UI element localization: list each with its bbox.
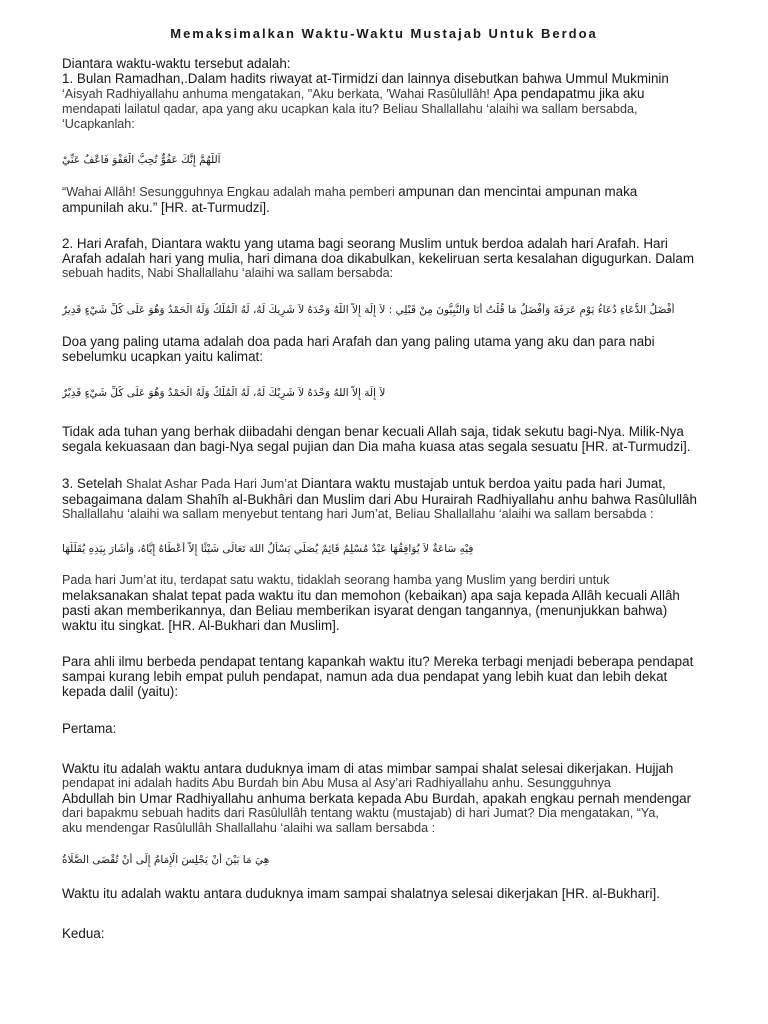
- first-opinion-paragraph: [62, 761, 716, 836]
- arabic-quote: لاَ إِلَهَ إِلاَّ اللهُ وَحْدَهُ لاَ شَرِيْكَ لَهُ، لَهُ الْمُلْكُ وَلَهُ الْحَمْدُ وَهُوَ عَلَى كُلِّ شَيْءٍ قَدِيْرٌ: [62, 387, 386, 399]
- hadith-line: melaksanakan shalat tepat pada waktu itu dan memohon (kebaikan) apa saja kepada Allâh kecuali Allâh: [62, 588, 680, 603]
- arabic-quote: أَفْضَلُ الدُّعَاءِ دُعَاءُ يَوْمِ عَرَفَةَ وَأَفْضَلُ مَا قُلْتُ أَنَا وَالنَّبِيُّونَ مِنْ قَبْلِي : لاَ إِلَهَ إِلاَّ اللَّهُ وَحْدَهُ لاَ شَرِيكَ لَهُ، لَهُ الْمُلْكُ وَلَهُ الْحَمْدُ وَهُوَ عَلَى كُلِّ شَيْءٍ قَدِيرٌ: [62, 304, 675, 316]
- scholars-paragraph: [62, 654, 716, 699]
- translation-text-light: “Wahai Allâh! Sesungguhnya Engkau adalah maha pemberi: [62, 185, 399, 199]
- jumat-line: sebagaimana dalam Shahîh al-Bukhâri dan Muslim dari Abu Hurairah Radhiyallahu anhu bahwa Rasûlullâh: [62, 492, 697, 507]
- intro-text-light: ‘Aisyah Radhiyallahu anhuma mengatakan, "Aku berkata, 'Wahai Rasûlullâh!: [62, 87, 494, 101]
- translation-line: [62, 184, 716, 200]
- doa-paragraph: [62, 334, 716, 364]
- opinion-line: aku mendengar Rasûlullâh Shallallahu ‘alaihi wa sallam bersabda :: [62, 821, 436, 835]
- doa-line: sebelumku ucapkan yaitu kalimat:: [62, 349, 263, 364]
- opinion-line: pendapat ini adalah hadits Abu Burdah bin Abu Musa al Asy’ari Radhiyallahu anhu. Sesungguhnya: [62, 776, 611, 790]
- hadith-translation-paragraph: [62, 573, 716, 633]
- translation-paragraph: [62, 184, 716, 215]
- intro-text: Apa pendapatmu jika aku: [493, 86, 645, 101]
- document-title: Memaksimalkan Waktu-Waktu Mustajab Untuk Berdoa: [170, 26, 598, 41]
- intro-line: [62, 86, 716, 102]
- arabic-quote: فِيْهِ سَاعَةٌ لاَ يُوَافِقُهَا عَبْدٌ مُسْلِمٌ قَائِمٌ يُصَلِّي يَسْأَلُ اللهَ تَعَالَى شَيْئًا إِلاَّ أَعْطَاهُ إِيَّاهُ، وَأَشَارَ بِيَدِهِ يُقَلِّلُهَا: [62, 543, 474, 555]
- jumat-text-light: Shalat Ashar Pada Hari Jum’at: [126, 477, 302, 491]
- intro-line: 1. Bulan Ramadhan,.Dalam hadits riwayat at-Tirmidzi dan lainnya disebutkan bahwa Ummul Mukminin: [62, 71, 669, 86]
- hadith-line: pasti akan memberikannya, dan Beliau memberikan isyarat dengan tangannya, (menunjukkan bahwa): [62, 603, 668, 618]
- arafah-line: 2. Hari Arafah, Diantara waktu yang utama bagi seorang Muslim untuk berdoa adalah hari Arafah. Hari: [62, 236, 668, 251]
- scholars-line: Para ahli ilmu berbeda pendapat tentang kapankah waktu itu? Mereka terbagi menjadi beberapa pendapat: [62, 654, 694, 669]
- jumat-line: Shallallahu ‘alaihi wa sallam menyebut tentang hari Jum’at, Beliau Shallallahu ‘alaihi wa sallam bersabda :: [62, 507, 654, 521]
- intro-line: ‘Ucapkanlah:: [62, 117, 135, 131]
- hadith-line: waktu itu singkat. [HR. Al-Bukhari dan Muslim].: [62, 618, 340, 633]
- scholars-line: kepada dalil (yaitu):: [62, 684, 179, 699]
- hadith-line: Pada hari Jum’at itu, terdapat satu waktu, tidaklah seorang hamba yang Muslim yang berdiri untuk: [62, 573, 610, 587]
- jumat-text: 3. Setelah: [62, 476, 127, 491]
- tauhid-paragraph: [62, 424, 716, 454]
- translation-text: ampunan dan mencintai ampunan maka: [398, 184, 638, 199]
- arafah-paragraph: [62, 236, 716, 281]
- tauhid-line: Tidak ada tuhan yang berhak diibadahi dengan benar kecuali Allah saja, tidak sekutu bagi-Nya. Milik-Nya: [62, 424, 684, 439]
- conclusion-paragraph: Waktu itu adalah waktu antara duduknya imam sampai shalatnya selesai dikerjakan [HR. al-Bukhari].: [62, 886, 660, 901]
- arafah-line: Arafah adalah hari yang mulia, hari dimana doa dikabulkan, kekeliruan serta kesalahan digugurkan. Dalam: [62, 251, 694, 266]
- intro-line: Diantara waktu-waktu tersebut adalah:: [62, 56, 291, 71]
- heading-kedua: Kedua:: [62, 926, 105, 941]
- jumat-paragraph: [62, 476, 716, 522]
- heading-pertama: Pertama:: [62, 721, 117, 736]
- jumat-line: [62, 476, 716, 492]
- translation-line: ampunilah aku.” [HR. at-Turmudzi].: [62, 200, 270, 215]
- jumat-text: Diantara waktu mustajab untuk berdoa yaitu pada hari Jumat,: [301, 476, 666, 491]
- opinion-line: Waktu itu adalah waktu antara duduknya imam di atas mimbar sampai shalat selesai dikerjakan. Hujjah: [62, 761, 674, 776]
- arabic-quote: اَللَّهُمَّ إِنَّكَ عَفُوٌّ تُحِبُّ الْعَفْوَ فَاعْفُ عَنِّيْ: [62, 154, 221, 166]
- doa-line: Doa yang paling utama adalah doa pada hari Arafah dan yang paling utama yang aku dan para nabi: [62, 334, 655, 349]
- scholars-line: sampai kurang lebih empat puluh pendapat, namun ada dua pendapat yang lebih kuat dan lebih dekat: [62, 669, 668, 684]
- opinion-line: dari bapakmu sebuah hadits dari Rasûlullâh tentang waktu (mustajab) di hari Jumat? Dia mengatakan, “Ya,: [62, 806, 659, 820]
- opinion-line: Abdullah bin Umar Radhiyallahu anhuma berkata kepada Abu Burdah, apakah engkau pernah mendengar: [62, 791, 692, 806]
- arabic-quote: هِيَ مَا بَيْنَ أَنْ يَجْلِسَ الْإِمَامُ إِلَى أَنْ تُقْضَى الصَّلَاةُ: [62, 854, 270, 866]
- arafah-line: sebuah hadits, Nabi Shallallahu ‘alaihi wa sallam bersabda:: [62, 266, 394, 280]
- intro-paragraph: [62, 56, 716, 132]
- intro-line: mendapati lailatul qadar, apa yang aku ucapkan kala itu? Beliau Shallallahu ‘alaihi wa sallam bersabda,: [62, 102, 638, 116]
- tauhid-line: segala kekuasaan dan bagi-Nya segal pujian dan Dia maha kuasa atas segala sesuatu [HR. at-Turmudzi].: [62, 439, 691, 454]
